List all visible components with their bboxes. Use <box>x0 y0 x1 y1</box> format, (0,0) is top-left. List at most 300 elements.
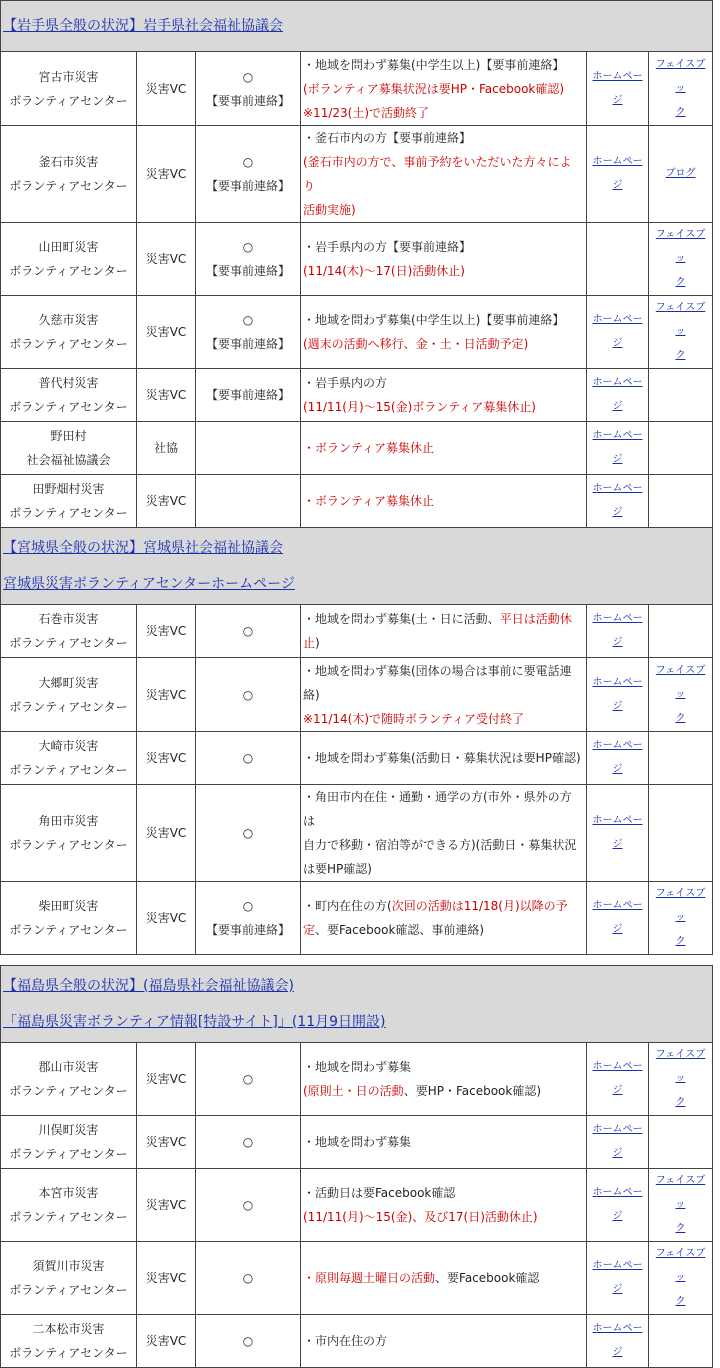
center-name: 本宮市災害 <box>38 1186 99 1200</box>
status-mark: ○ <box>242 751 254 765</box>
contact-note: 【要事前連絡】 <box>205 179 290 193</box>
homepage-link-text: ジ <box>612 637 623 648</box>
social-link-text: フェイスブッ <box>655 1049 706 1084</box>
social-link-text: フェイスブッ <box>655 229 706 264</box>
social-link-text: フェイスブッ <box>655 302 706 337</box>
description-line: ・ボランティア募集休止 <box>303 494 435 508</box>
table-row <box>1 1043 713 1116</box>
center-name-sub: ボランティアセンター <box>9 337 128 351</box>
social-link-text: フェイスブッ <box>655 1175 706 1210</box>
table-row <box>1 1169 713 1242</box>
homepage-link-cell <box>587 52 649 126</box>
center-name-cell <box>1 422 137 475</box>
description-cell <box>301 1169 587 1242</box>
description-line: (11/14(木)〜17(日)活動休止) <box>303 264 465 278</box>
description-cell <box>301 296 587 369</box>
description-line: ・地域を問わず募集(中学生以上)【要事前連絡】 <box>303 57 565 72</box>
homepage-link-text: ジ <box>612 401 623 412</box>
center-name: 角田市災害 <box>38 814 99 828</box>
status-mark: ○ <box>242 1072 254 1086</box>
description-line: (11/11(月)〜15(金)、及び17(日)活動休止) <box>303 1210 538 1224</box>
status-mark-cell <box>196 785 301 882</box>
center-type: 災害VC <box>145 1072 187 1086</box>
center-type-cell <box>137 1116 196 1169</box>
description-cell <box>301 882 587 955</box>
homepage-link[interactable] <box>593 815 643 850</box>
status-mark: ○ <box>242 313 254 327</box>
description-cell <box>301 369 587 422</box>
center-name-cell <box>1 52 137 126</box>
status-mark: ○ <box>242 1198 254 1212</box>
contact-note: 【要事前連絡】 <box>205 264 290 278</box>
center-name-sub: ボランティアセンター <box>9 264 128 278</box>
homepage-link-cell <box>587 605 649 658</box>
homepage-link[interactable] <box>593 613 643 648</box>
center-name: 釜石市災害 <box>38 155 99 169</box>
center-name-cell <box>1 1116 137 1169</box>
center-type-cell <box>137 882 196 955</box>
status-mark: ○ <box>242 155 254 169</box>
center-name: 宮古市災害 <box>38 69 99 84</box>
homepage-link-text: ジ <box>612 180 623 191</box>
homepage-link-text: ホームペー <box>592 815 643 826</box>
status-mark-cell <box>196 1116 301 1169</box>
description-line: ・角田市内在住・通勤・通学の方(市外・県外の方は <box>303 790 572 828</box>
section-subheader-link[interactable]: 「福島県災害ボランティア情報[特設サイト]」(11月9日開設) <box>3 1014 386 1030</box>
center-name: 川俣町災害 <box>38 1123 99 1137</box>
homepage-link-cell <box>587 882 649 955</box>
social-link[interactable] <box>656 302 705 361</box>
description-part: 、要HP・Facebook確認) <box>403 1084 542 1098</box>
social-link[interactable] <box>656 888 705 947</box>
status-mark-cell <box>196 126 301 223</box>
description-part: 止 <box>303 636 316 650</box>
table-row <box>1 422 713 475</box>
social-link-cell <box>649 732 713 785</box>
status-mark-cell <box>196 296 301 369</box>
social-link-cell <box>649 882 713 955</box>
description-line: ※11/23(土)で活動終了 <box>303 105 430 120</box>
center-name: 郡山市災害 <box>38 1060 99 1074</box>
center-type: 社協 <box>153 441 178 455</box>
homepage-link-text: ホームペー <box>592 900 643 911</box>
homepage-link-cell <box>587 785 649 882</box>
description-cell <box>301 1116 587 1169</box>
homepage-link-text: ホームペー <box>592 676 643 688</box>
center-type: 災害VC <box>145 911 187 925</box>
description-line: (釜石市内の方で、事前予約をいただいた方々により <box>303 155 572 193</box>
description-part: ) <box>315 636 320 650</box>
center-name: 二本松市災害 <box>32 1322 105 1336</box>
homepage-link[interactable] <box>593 740 643 775</box>
social-link-cell <box>649 1242 713 1315</box>
center-name: 大崎市災害 <box>38 739 99 753</box>
social-link-cell <box>649 475 713 528</box>
center-type-cell <box>137 605 196 658</box>
status-mark-cell <box>196 732 301 785</box>
description-line: ・ボランティア募集休止 <box>303 441 435 455</box>
section-header-link[interactable]: 【福島県全般の状況】(福島県社会福祉協議会) <box>3 978 294 994</box>
table-row <box>1 882 713 955</box>
homepage-link-text: ジ <box>612 924 623 935</box>
status-mark-cell <box>196 1169 301 1242</box>
homepage-link-text: ジ <box>612 1284 623 1295</box>
social-link[interactable] <box>656 1175 705 1234</box>
center-type: 災害VC <box>145 388 187 402</box>
homepage-link-cell <box>587 1116 649 1169</box>
description-line: ・岩手県内の方 <box>303 376 388 390</box>
center-type: 災害VC <box>145 826 187 840</box>
center-type-cell <box>137 223 196 296</box>
social-link-text: フェイスブッ <box>655 58 706 94</box>
social-link[interactable] <box>656 229 705 288</box>
center-name-cell <box>1 126 137 223</box>
status-mark-cell <box>196 475 301 528</box>
status-mark: ○ <box>242 624 254 638</box>
description-cell <box>301 732 587 785</box>
center-name: 大郷町災害 <box>38 675 99 690</box>
status-mark: ○ <box>242 69 254 84</box>
homepage-link-text: ホームペー <box>592 314 643 325</box>
social-link-text: フェイスブッ <box>655 664 706 700</box>
center-type-cell <box>137 732 196 785</box>
homepage-link[interactable] <box>593 314 643 349</box>
center-name-sub: ボランティアセンター <box>9 93 128 108</box>
center-type: 災害VC <box>145 624 187 638</box>
center-name-cell <box>1 1242 137 1315</box>
section-subheader-link[interactable]: 宮城県災害ボランティアセンターホームページ <box>3 576 295 592</box>
status-mark-cell <box>196 1242 301 1315</box>
center-name-cell <box>1 369 137 422</box>
homepage-link-text: ホームペー <box>592 1061 643 1072</box>
center-type-cell <box>137 785 196 882</box>
description-line: ・地域を問わず募集(中学生以上)【要事前連絡】 <box>303 313 565 327</box>
status-mark-cell <box>196 1043 301 1116</box>
center-type: 災害VC <box>145 687 187 702</box>
description-cell <box>301 1242 587 1315</box>
homepage-link-text: ジ <box>612 94 623 106</box>
center-name-sub: ボランティアセンター <box>9 763 128 777</box>
center-type: 災害VC <box>145 1135 187 1149</box>
section-header-fukushima <box>1 966 713 1043</box>
center-name-sub: ボランティアセンター <box>9 636 128 650</box>
table-row <box>1 1242 713 1315</box>
status-mark-cell <box>196 1315 301 1368</box>
center-name: 田野畑村災害 <box>32 482 105 496</box>
description-cell <box>301 658 587 732</box>
social-link-cell <box>649 1315 713 1368</box>
description-line: (ボランティア募集状況は要HP・Facebook確認) <box>303 81 565 96</box>
social-link-cell <box>649 126 713 223</box>
homepage-link-cell <box>587 369 649 422</box>
description-part: ・原則毎週土曜日の活動 <box>303 1271 436 1285</box>
description-cell <box>301 422 587 475</box>
homepage-link[interactable] <box>593 430 643 465</box>
description-part: 、要Facebook確認、事前連絡) <box>315 923 485 937</box>
center-name-sub: ボランティアセンター <box>9 838 128 852</box>
description-line: は要HP確認) <box>303 862 372 876</box>
status-mark: ○ <box>242 687 254 702</box>
homepage-link-text: ホームペー <box>592 483 643 494</box>
center-type-cell <box>137 1242 196 1315</box>
status-mark: ○ <box>242 1135 254 1149</box>
center-name-cell <box>1 223 137 296</box>
spacer-row <box>1 955 713 966</box>
center-name: 山田町災害 <box>38 240 99 254</box>
description-line: 自力で移動・宿泊等ができる方)(活動日・募集状況 <box>303 838 577 852</box>
status-mark-cell <box>196 52 301 126</box>
social-link-cell <box>649 605 713 658</box>
center-name-sub: ボランティアセンター <box>9 1210 128 1224</box>
table-row <box>1 732 713 785</box>
homepage-link-text: ホームペー <box>592 1323 643 1334</box>
social-link[interactable] <box>656 1248 705 1307</box>
center-name-sub: 社会福祉協議会 <box>26 453 111 467</box>
center-name-sub: ボランティアセンター <box>9 699 128 714</box>
description-line: ・釜石市内の方【要事前連絡】 <box>303 131 472 145</box>
description-line: ・地域を問わず募集 <box>303 1135 412 1149</box>
status-mark-cell <box>196 223 301 296</box>
social-link-cell <box>649 1043 713 1116</box>
description-part: ・町内在住の方( <box>303 899 392 913</box>
description-part: ・地域を問わず募集(土・日に活動、 <box>303 612 500 626</box>
center-name: 久慈市災害 <box>38 313 99 327</box>
table-row <box>1 475 713 528</box>
homepage-link-text: ジ <box>612 700 623 712</box>
center-name-cell <box>1 1043 137 1116</box>
center-type: 災害VC <box>145 325 187 339</box>
homepage-link-cell <box>587 1169 649 1242</box>
social-link-cell <box>649 422 713 475</box>
center-type-cell <box>137 369 196 422</box>
homepage-link-text: ホームペー <box>592 1260 643 1271</box>
description-line: 活動実施) <box>303 203 356 217</box>
description-cell <box>301 126 587 223</box>
status-mark-cell <box>196 369 301 422</box>
description-line: (週末の活動へ移行、金・土・日活動予定) <box>303 337 529 351</box>
center-type: 災害VC <box>145 167 187 181</box>
social-link-text: ク <box>675 712 686 724</box>
center-name-sub: ボランティアセンター <box>9 923 128 937</box>
homepage-link-text: ホームペー <box>592 1124 643 1135</box>
homepage-link-cell <box>587 126 649 223</box>
table-row <box>1 1315 713 1368</box>
homepage-link-text: ジ <box>612 507 623 518</box>
center-type: 災害VC <box>145 494 187 508</box>
description-part: 次回の活動は11/18(月)以降の予 <box>391 899 568 913</box>
homepage-link[interactable] <box>593 1124 643 1159</box>
social-link-text: フェイスブッ <box>655 888 706 923</box>
social-link-cell <box>649 223 713 296</box>
social-link-text: ク <box>675 1097 686 1108</box>
section-header-link[interactable]: 【宮城県全般の状況】宮城県社会福祉協議会 <box>3 540 283 556</box>
contact-note: 【要事前連絡】 <box>205 337 290 351</box>
homepage-link-text: ジ <box>612 1148 623 1159</box>
social-link-text: ブログ <box>665 168 696 179</box>
social-link-cell <box>649 658 713 732</box>
homepage-link[interactable] <box>593 156 643 191</box>
homepage-link-cell <box>587 223 649 296</box>
status-mark-cell <box>196 882 301 955</box>
description-cell <box>301 475 587 528</box>
center-name-cell <box>1 658 137 732</box>
homepage-link-text: ホームペー <box>592 740 643 751</box>
center-type-cell <box>137 475 196 528</box>
homepage-link-text: ホームペー <box>592 613 643 624</box>
section-header-link[interactable]: 【岩手県全般の状況】岩手県社会福祉協議会 <box>3 18 283 34</box>
center-name-cell <box>1 732 137 785</box>
center-type-cell <box>137 1315 196 1368</box>
center-name: 普代村災害 <box>38 376 99 390</box>
social-link-text: ク <box>675 350 686 361</box>
homepage-link-cell <box>587 1315 649 1368</box>
center-name-cell <box>1 296 137 369</box>
center-name-cell <box>1 882 137 955</box>
description-line: ・活動日は要Facebook確認 <box>303 1186 456 1200</box>
social-link-cell <box>649 785 713 882</box>
spacer <box>1 955 713 966</box>
description-line: ・地域を問わず募集(団体の場合は事前に要電話連 <box>303 663 572 678</box>
center-type: 災害VC <box>145 1271 187 1285</box>
center-name-sub: ボランティアセンター <box>9 1084 128 1098</box>
homepage-link-text: ジ <box>612 338 623 349</box>
section-header-miyagi <box>1 528 713 605</box>
center-name-sub: ボランティアセンター <box>9 1147 128 1161</box>
center-type-cell <box>137 1169 196 1242</box>
center-name-sub: ボランティアセンター <box>9 400 128 414</box>
homepage-link-cell <box>587 422 649 475</box>
center-type: 災害VC <box>145 1334 187 1348</box>
status-mark: ○ <box>242 1334 254 1348</box>
description-part: (原則土・日の活動 <box>303 1084 404 1098</box>
table-row <box>1 223 713 296</box>
homepage-link-text: ホームペー <box>592 377 643 388</box>
center-name-sub: ボランティアセンター <box>9 506 128 520</box>
center-name: 須賀川市災害 <box>32 1259 105 1273</box>
social-link-text: ク <box>675 277 686 288</box>
status-mark: ○ <box>242 240 254 254</box>
center-name-cell <box>1 605 137 658</box>
social-link-cell <box>649 1169 713 1242</box>
homepage-link-text: ジ <box>612 1211 623 1222</box>
description-line: (11/11(月)〜15(金)ボランティア募集休止) <box>303 400 536 414</box>
center-name-sub: ボランティアセンター <box>9 1283 128 1297</box>
description-cell <box>301 605 587 658</box>
description-line: 絡) <box>303 687 320 702</box>
description-cell <box>301 52 587 126</box>
description-line: ・地域を問わず募集(活動日・募集状況は要HP確認) <box>303 751 581 765</box>
center-name-sub: ボランティアセンター <box>9 179 128 193</box>
social-link-text: ク <box>675 106 686 118</box>
description-part: 定 <box>303 923 316 937</box>
social-link[interactable] <box>656 59 705 118</box>
description-cell <box>301 223 587 296</box>
center-type: 災害VC <box>145 1198 187 1212</box>
table-row <box>1 126 713 223</box>
status-mark: ○ <box>242 826 254 840</box>
center-name-sub: ボランティアセンター <box>9 1346 128 1360</box>
description-part: 平日は活動休 <box>499 612 572 626</box>
table-row <box>1 52 713 126</box>
homepage-link[interactable] <box>593 377 643 412</box>
table-row <box>1 1116 713 1169</box>
section-header-cell <box>1 528 713 605</box>
homepage-link[interactable] <box>593 483 643 518</box>
center-name-cell <box>1 1169 137 1242</box>
homepage-link-cell <box>587 1242 649 1315</box>
social-link-cell <box>649 296 713 369</box>
homepage-link-text: ジ <box>612 1347 623 1358</box>
center-type-cell <box>137 658 196 732</box>
center-name: 石巻市災害 <box>38 612 99 626</box>
description-part: 、要Facebook確認 <box>435 1271 540 1285</box>
homepage-link[interactable] <box>593 900 643 935</box>
center-type-cell <box>137 1043 196 1116</box>
center-name: 柴田町災害 <box>38 899 99 913</box>
homepage-link-cell <box>587 475 649 528</box>
description-line: ・市内在住の方 <box>303 1334 388 1348</box>
center-name: 野田村 <box>50 429 87 443</box>
homepage-link[interactable] <box>593 1187 643 1222</box>
status-mark: ○ <box>242 1271 254 1285</box>
social-link[interactable] <box>666 168 696 179</box>
table-row <box>1 658 713 732</box>
contact-note: 【要事前連絡】 <box>205 923 290 937</box>
social-link-text: ク <box>675 1296 686 1307</box>
center-type-cell <box>137 52 196 126</box>
center-name-cell <box>1 475 137 528</box>
status-mark-cell <box>196 605 301 658</box>
homepage-link-cell <box>587 658 649 732</box>
center-name-cell <box>1 785 137 882</box>
status-mark-cell <box>196 422 301 475</box>
homepage-link-text: ジ <box>612 764 623 775</box>
homepage-link[interactable] <box>593 677 643 712</box>
social-link[interactable] <box>656 665 705 724</box>
homepage-link-text: ホームペー <box>592 156 643 167</box>
section-header-cell <box>1 966 713 1043</box>
center-type-cell <box>137 296 196 369</box>
homepage-link[interactable] <box>593 1061 643 1096</box>
table-row <box>1 369 713 422</box>
center-type-cell <box>137 126 196 223</box>
homepage-link-text: ホームペー <box>592 430 643 441</box>
social-link-text: ク <box>675 1223 686 1234</box>
homepage-link[interactable] <box>593 1260 643 1295</box>
center-type-cell <box>137 422 196 475</box>
homepage-link-text: ジ <box>612 839 623 850</box>
status-mark: 【要事前連絡】 <box>205 388 290 402</box>
table-row <box>1 785 713 882</box>
homepage-link-text: ジ <box>612 1085 623 1096</box>
description-cell <box>301 1315 587 1368</box>
center-type: 災害VC <box>145 252 187 266</box>
description-line: ※11/14(木)で随時ボランティア受付終了 <box>303 711 525 726</box>
description-part: ・地域を問わず募集 <box>303 1060 412 1074</box>
social-link[interactable] <box>656 1049 705 1108</box>
description-cell <box>301 1043 587 1116</box>
homepage-link[interactable] <box>593 1323 643 1358</box>
description-cell <box>301 785 587 882</box>
social-link-text: ク <box>675 936 686 947</box>
homepage-link[interactable] <box>593 71 643 106</box>
center-name-cell <box>1 1315 137 1368</box>
homepage-link-cell <box>587 732 649 785</box>
section-header-iwate <box>1 1 713 52</box>
description-line: ・岩手県内の方【要事前連絡】 <box>303 240 472 254</box>
homepage-link-cell <box>587 1043 649 1116</box>
homepage-link-text: ジ <box>612 454 623 465</box>
